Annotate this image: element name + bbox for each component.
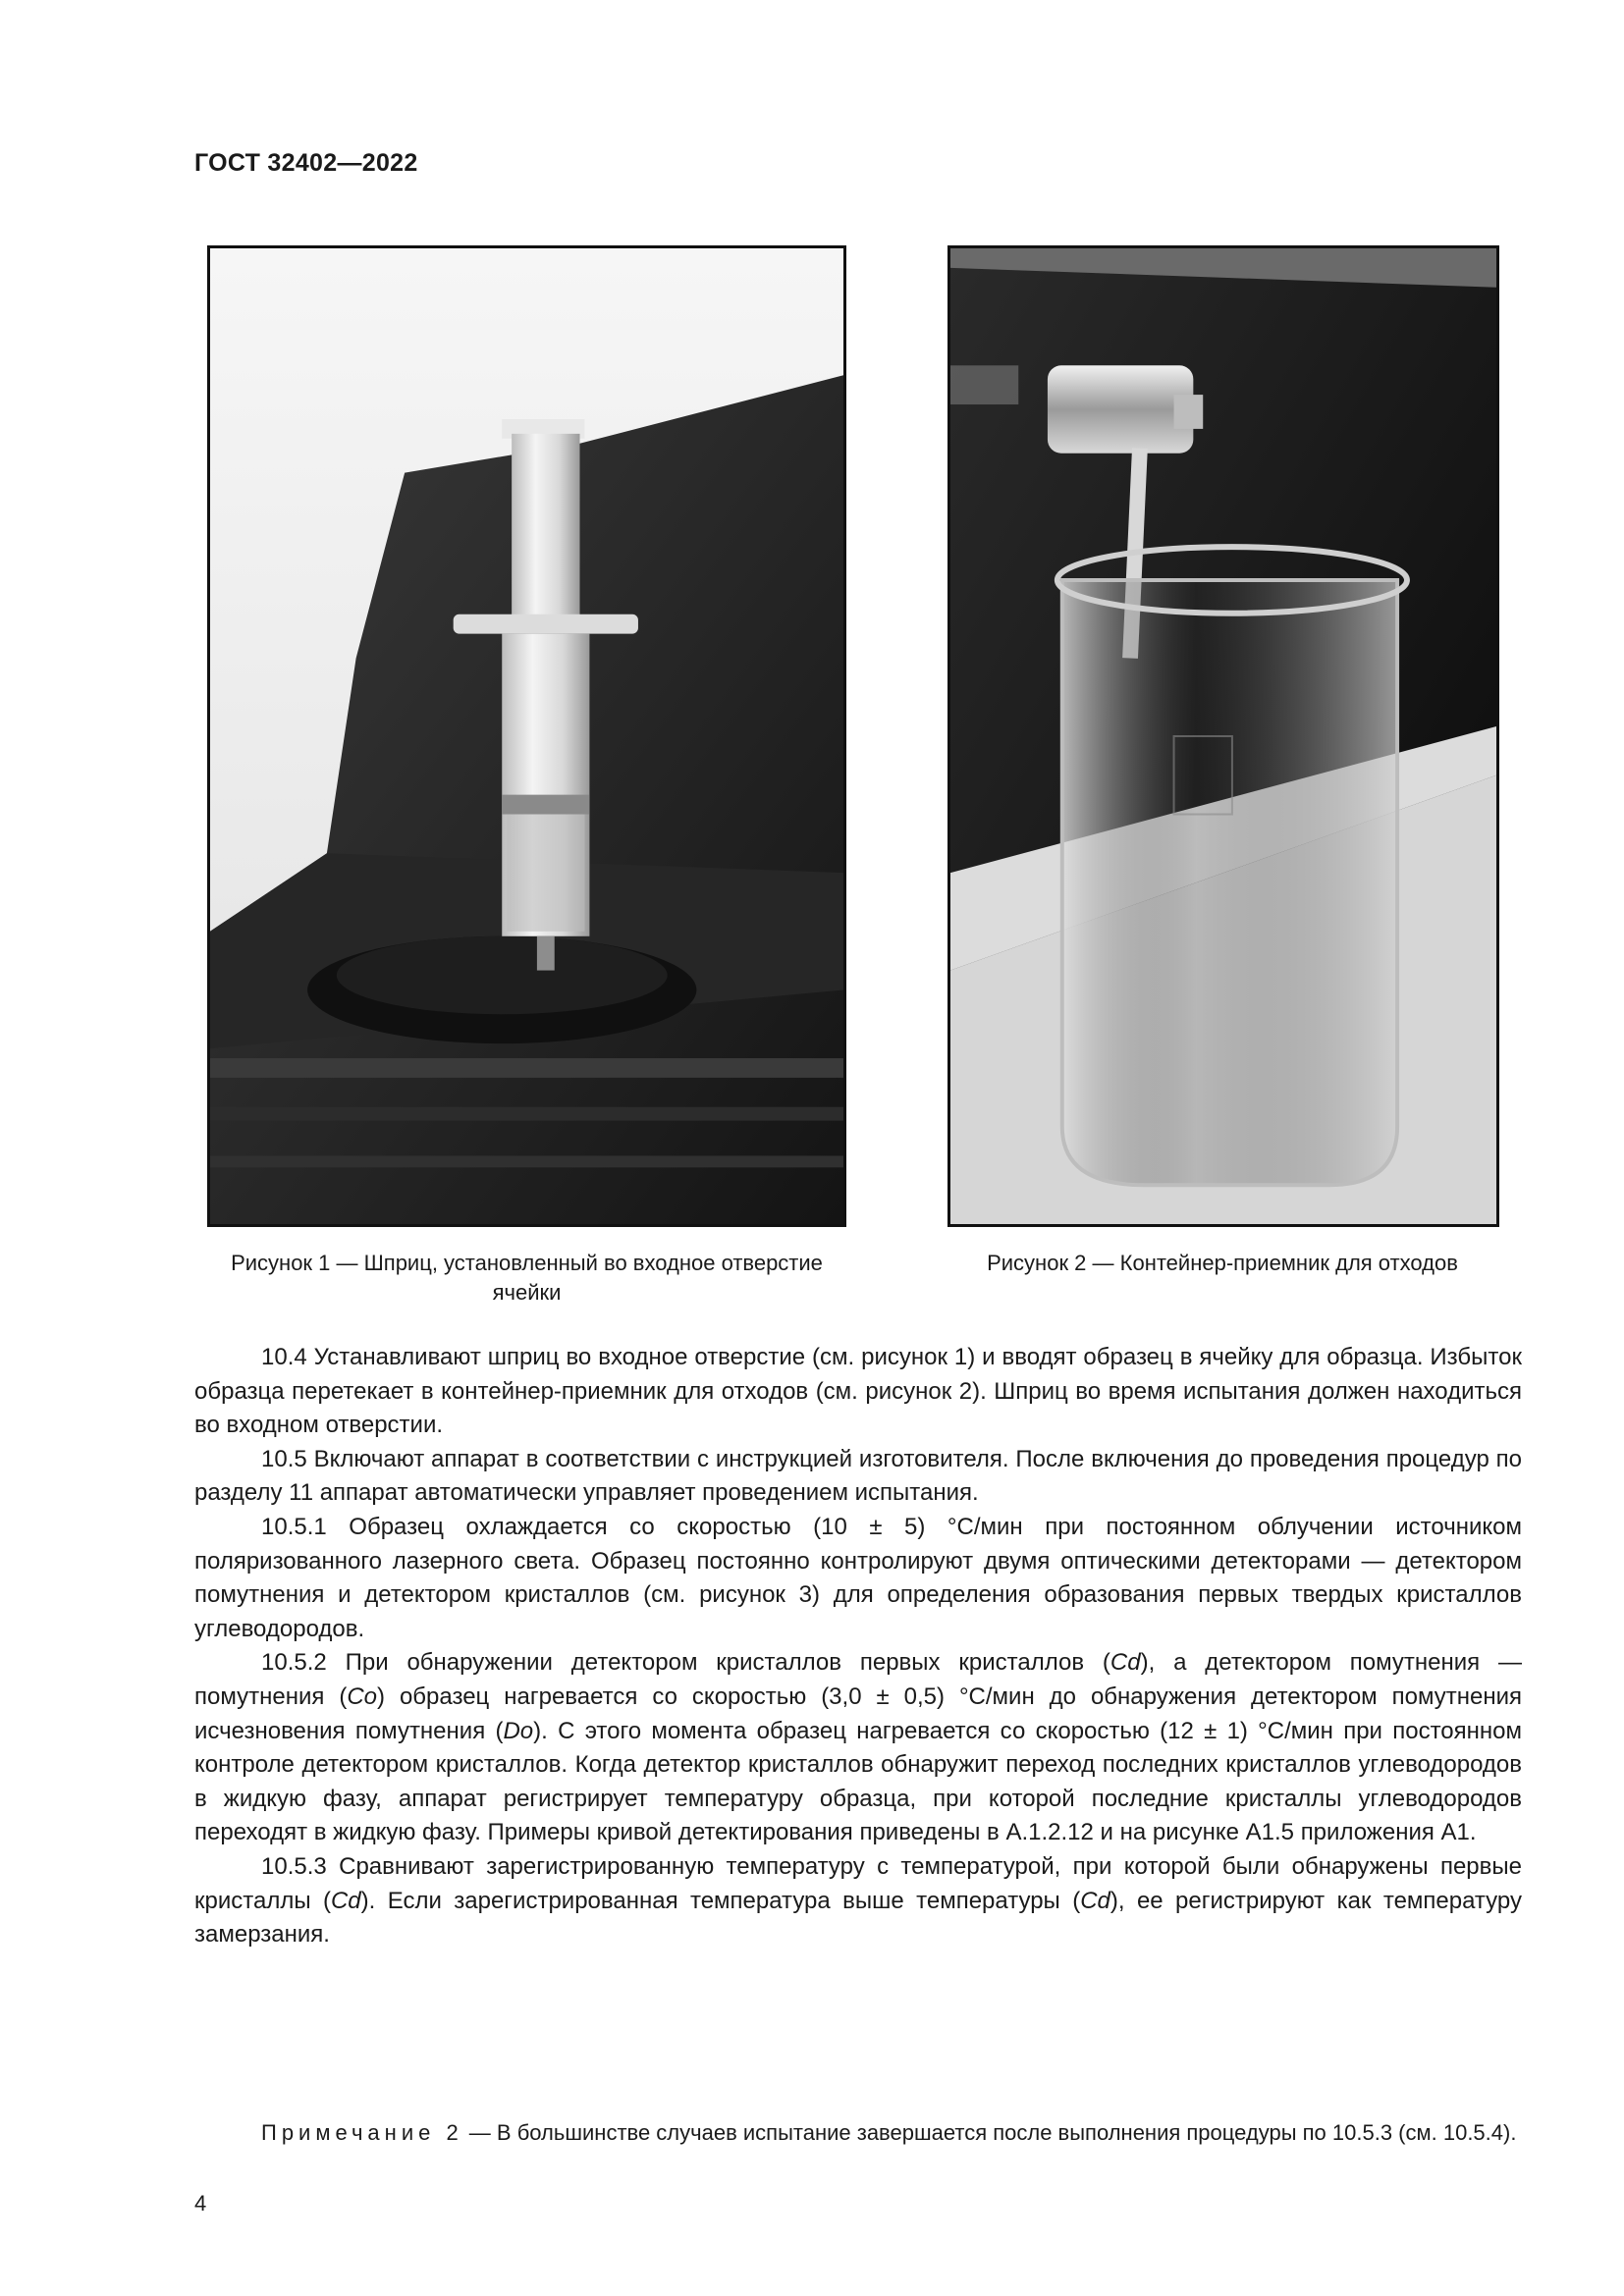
clause-text: ) образец нагревается со скоростью (3,0 ± 0,5) °С/мин до обнаружения детектором помутнения исчезновения помутнения (	[194, 1682, 1522, 1744]
paragraph-10-5	[194, 1443, 1522, 1511]
note-label: Примечание 2	[261, 2120, 463, 2145]
paragraph-10-5-1	[194, 1511, 1522, 1646]
body-text	[194, 1341, 1522, 1952]
clause-number: 10.5.2	[261, 1649, 327, 1677]
clause-text: ), а детектором помутнения — помутнения (	[194, 1649, 1523, 1710]
clause-text: ), ее регистрируют как температуру замерзания.	[194, 1887, 1522, 1949]
clause-text: Включают аппарат в соответствии с инструкцией изготовителя. После включения до проведения процедур по разделу 11 аппарат автоматически управляет проведением испытания.	[194, 1445, 1523, 1507]
clause-text: Сравнивают зарегистрированную температуру с температурой, при которой были обнаружены первые кристаллы (	[194, 1852, 1522, 1914]
figure-1-syringe-photo	[207, 245, 846, 1227]
paragraph-10-5-2	[194, 1646, 1522, 1850]
symbol-cd: Cd	[330, 1887, 361, 1914]
symbol-cd: Cd	[1110, 1649, 1141, 1677]
symbol-do: Do	[503, 1717, 534, 1744]
symbol-cd: Cd	[1080, 1887, 1110, 1914]
clause-number: 10.5.3	[261, 1852, 327, 1880]
clause-text: Образец охлаждается со скоростью (10 ± 5) °С/мин при постоянном облучении источником поляризованного лазерного света. Образец постоянно контролируют двумя оптическими детекторами — детектором помутнения и детектором кристаллов (см. рисунок 3) для определения образования первых твердых кристаллов углеводородов.	[194, 1513, 1523, 1642]
page-number: 4	[194, 2191, 207, 2216]
clause-text: Устанавливают шприц во входное отверстие (см. рисунок 1) и вводят образец в ячейку для образца. Избыток образца перетекает в контейнер-приемник для отходов (см. рисунок 2). Шприц во время испытания должен находиться во входном отверстии.	[194, 1344, 1522, 1439]
paragraph-10-5-3	[194, 1850, 1522, 1952]
clause-text: При обнаружении детектором кристаллов первых кристаллов (	[345, 1649, 1110, 1677]
clause-number: 10.5	[261, 1445, 307, 1472]
paragraph-10-4	[194, 1341, 1522, 1443]
note-text: — В большинстве случаев испытание завершается после выполнения процедуры по 10.5.3 (см. 10.5.4).	[462, 2120, 1517, 2145]
symbol-co: Co	[347, 1682, 377, 1710]
clause-text: ). С этого момента образец нагревается со скоростью (12 ± 1) °С/мин при постоянном контроле детектором кристаллов. Когда детектор кристаллов обнаружит переход последних кристаллов углеводородов в жидкую фазу, аппарат регистрирует температуру образца, при которой последние кристаллы углеводородов переходят в жидкую фазу. Примеры кривой детектирования приведены в А.1.2.12 и на рисунке А1.5 приложения А1.	[194, 1717, 1523, 1846]
clause-text: ). Если зарегистрированная температура выше температуры (	[360, 1887, 1081, 1914]
clause-number: 10.4	[261, 1344, 307, 1370]
note-2	[194, 2117, 1522, 2149]
document-header: ГОСТ 32402—2022	[194, 149, 418, 177]
figure-2-caption: Рисунок 2 — Контейнер-приемник для отходов	[987, 1251, 1458, 1275]
clause-number: 10.5.1	[261, 1513, 327, 1540]
figure-1-caption: Рисунок 1 — Шприц, установленный во входное отверстие ячейки	[231, 1251, 823, 1305]
figure-2-waste-container-photo	[947, 245, 1499, 1227]
